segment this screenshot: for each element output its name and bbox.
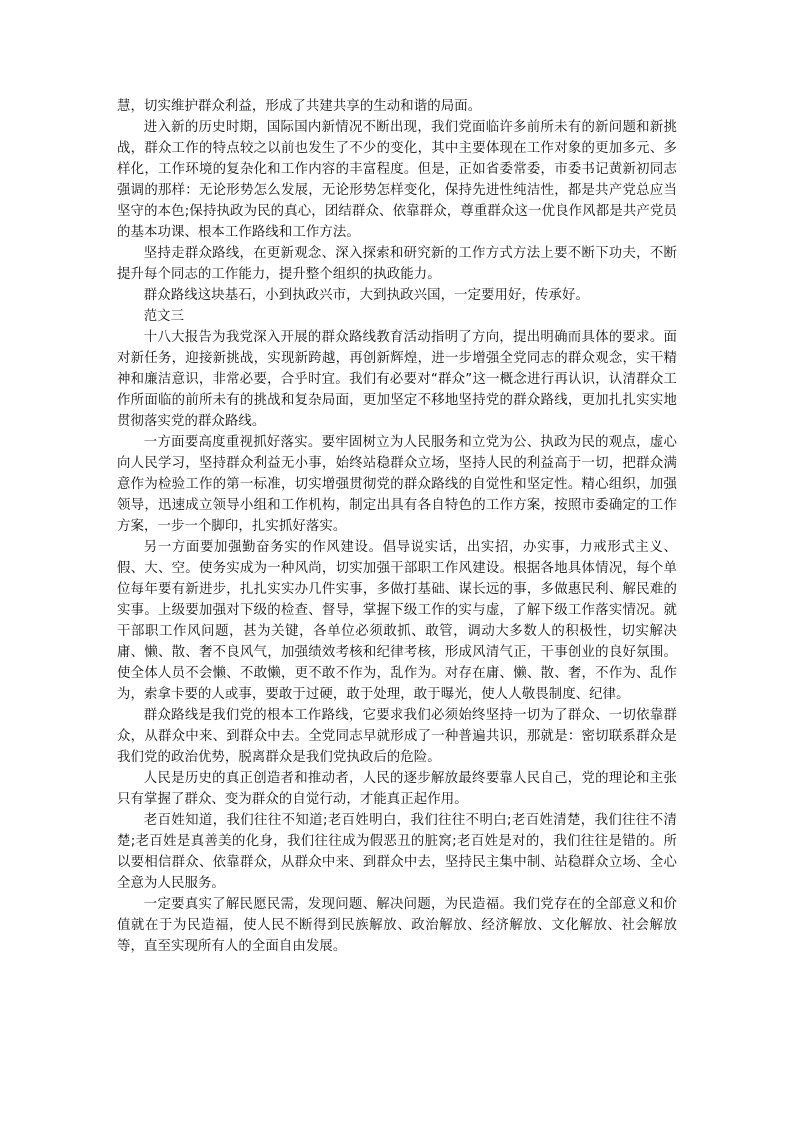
section-heading: 范文三 [143, 309, 184, 324]
body-paragraph: 进入新的历史时期，国际国内新情况不断出现，我们党面临许多前所未有的新问题和新挑战，群众工作的特点较之以前也发生了不少的变化，其中主要体现在工作对象的更加多元、多样化，工作环境的复杂化和工作内容的丰富程度。但是，正如省委常委，市委书记黄新初同志强调的那样：无论形势怎么发展，无论形势怎样变化，保持先进性纯洁性，都是共产党总应当坚守的本色;保持执政为民的真心，团结群众、依靠群众，尊重群众这一优良作风都是共产党员的基本功课、根本工作路线和工作方法。 [117, 120, 677, 240]
body-paragraph: 十八大报告为我党深入开展的群众路线教育活动指明了方向，提出明确而具体的要求。面对新任务，迎接新挑战，实现新跨越，再创新辉煌，进一步增强全党同志的群众观念，实干精神和廉洁意识，非常必要，合乎时宜。我们有必要对“群众”这一概念进行再认识，认清群众工作所面临的前所未有的挑战和复杂局面，更加坚定不移地坚持党的群众路线，更加扎扎实实地贯彻落实党的群众路线。 [117, 330, 677, 429]
body-paragraph: 一定要真实了解民愿民需，发现问题、解决问题，为民造福。我们党存在的全部意义和价值就在于为民造福，使人民不断得到民族解放、政治解放、经济解放、文化解放、社会解放等，直至实现所有人的全面自由发展。 [117, 897, 677, 954]
body-paragraph: 群众路线是我们党的根本工作路线，它要求我们必须始终坚持一切为了群众、一切依靠群众，从群众中来、到群众中去。全党同志早就形成了一种普遍共识，那就是：密切联系群众是我们党的政治优势，脱离群众是我们党执政后的危险。 [117, 708, 677, 765]
body-paragraph: 一方面要高度重视抓好落实。要牢固树立为人民服务和立党为公、执政为民的观点，虚心向人民学习，坚持群众利益无小事，始终站稳群众立场，坚持人民的利益高于一切，把群众满意作为检验工作的第一标准，切实增强贯彻党的群众路线的自觉性和坚定性。精心组织，加强领导，迅速成立领导小组和工作机构，制定出具有各自特色的工作方案，按照市委确定的工作方案，一步一个脚印，扎实抓好落实。 [117, 435, 677, 534]
body-paragraph: 坚持走群众路线，在更新观念、深入探索和研究新的工作方式方法上要不断下功夫，不断提升每个同志的工作能力，提升整个组织的执政能力。 [117, 246, 677, 282]
body-paragraph: 另一方面要加强勤奋务实的作风建设。倡导说实话，出实招，办实事，力戒形式主义、假、大、空。使务实成为一种风尚，切实加强干部职工作风建设。根据各地具体情况，每个单位每年要有新进步，扎扎实实办几件实事，多做打基础、谋长远的事，多做惠民利、解民难的实事。上级要加强对下级的检查、督导，掌握下级工作的实与虚，了解下级工作落实情况。就干部职工作风问题，甚为关键，各单位必须敢抓、敢管，调动大多数人的积极性，切实解决庸、懒、散、奢不良风气，加强绩效考核和纪律考核，形成风清气正，干事创业的良好氛围。使全体人员不会懒、不敢懒，更不敢不作为，乱作为。对存在庸、懒、散、奢，不作为、乱作为，索拿卡要的人或事，要敢于过硬，敢于处理，敢于曝光，使人人敬畏制度、纪律。 [117, 540, 677, 702]
document-page [117, 96, 677, 957]
body-paragraph: 群众路线这块基石，小到执政兴市，大到执政兴国，一定要用好，传承好。 [143, 288, 589, 303]
body-paragraph: 人民是历史的真正创造者和推动者，人民的逐步解放最终要靠人民自己，党的理论和主张只有掌握了群众、变为群众的自觉行动，才能真正起作用。 [117, 771, 677, 807]
body-paragraph: 老百姓知道，我们往往不知道;老百姓明白，我们往往不明白;老百姓清楚，我们往往不清楚;老百姓是真善美的化身，我们往往成为假恶丑的脏窝;老百姓是对的，我们往往是错的。所以要相信群众、依靠群众，从群众中来、到群众中去，坚持民主集中制、站稳群众立场、全心全意为人民服务。 [117, 813, 677, 891]
continuation-paragraph: 慧，切实维护群众利益，形成了共建共享的生动和谐的局面。 [117, 99, 482, 114]
